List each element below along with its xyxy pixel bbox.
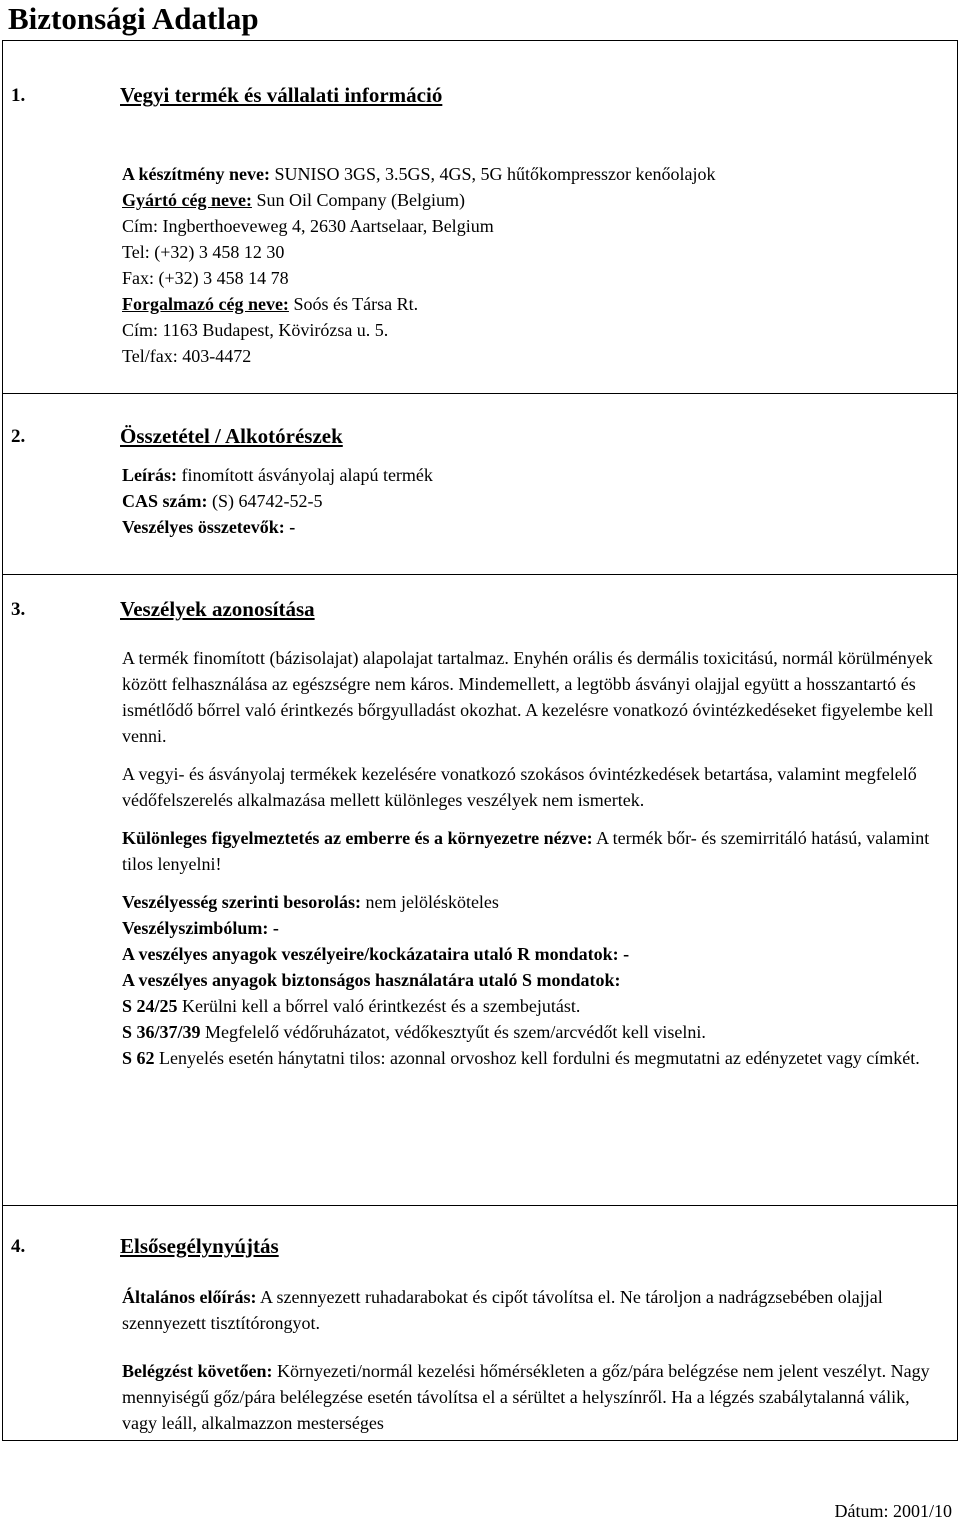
cas-line: CAS szám: (S) 64742-52-5 — [122, 491, 323, 511]
section-3-body — [122, 645, 947, 1071]
special-warning: Különleges figyelmeztetés az emberre és a környezetre nézve: A termék bőr- és szemirritáló hatású, valamint tilos lenyelni! — [122, 828, 930, 874]
section-4-body — [122, 1284, 947, 1436]
r-phrases-line: A veszélyes anyagok veszélyeire/kockázataira utaló R mondatok: - — [122, 944, 630, 964]
section-3 — [3, 575, 958, 1206]
section-2 — [3, 394, 958, 575]
s-phrase-3: S 62 Lenyelés esetén hánytatni tilos: azonnal orvoshoz kell fordulni és megmutatni az edényzetet vagy címkét. — [122, 1048, 920, 1068]
maker-address: Cím: Ingberthoeveweg 4, 2630 Aartselaar, Belgium — [122, 216, 494, 236]
inhalation-instruction: Belégzést követően: Környezeti/normál kezelési hőmérsékleten a gőz/pára belégzése nem jelent veszélyt. Nagy mennyiségű gőz/pára belélegzése esetén távolítsa el a sérültet a helyszínről. Ha a légzés szabálytalanná válik, vagy leáll, alkalmazzon mesterséges — [122, 1361, 930, 1433]
section-number: 4. — [11, 1236, 26, 1257]
sections-table — [2, 40, 958, 1441]
section-number: 2. — [11, 426, 26, 447]
symbol-line: Veszélyszimbólum: - — [122, 918, 279, 938]
classification-line: Veszélyesség szerinti besorolás: nem jelölésköteles — [122, 892, 499, 912]
footer-date: Dátum: 2001/10 — [834, 1501, 952, 1521]
section-2-body — [122, 462, 947, 540]
hazard-paragraph-1: A termék finomított (bázisolajat) alapolajat tartalmaz. Enyhén orális és dermális toxicitású, normál körülmények között felhasználása az egészségre nem káros. Mindemellett, a legtöbb ásványi olajjal együtt a hosszantartó és ismétlődő bőrrel való érintkezés bőrgyulladást okozhat. A kezelésre vonatkozó óvintézkedéseket figyelembe kell venni. — [122, 648, 934, 746]
document-title: Biztonsági Adatlap — [8, 1, 259, 36]
product-name-line: A készítmény neve: SUNISO 3GS, 3.5GS, 4GS, 5G hűtőkompresszor kenőolajok — [122, 164, 716, 184]
distributor-tel: Tel/fax: 403-4472 — [122, 346, 252, 366]
s-phrase-1: S 24/25 Kerülni kell a bőrrel való érintkezést és a szembejutást. — [122, 996, 581, 1016]
section-heading: Vegyi termék és vállalati információ — [120, 83, 443, 107]
maker-tel: Tel: (+32) 3 458 12 30 — [122, 242, 285, 262]
section-4 — [3, 1206, 958, 1441]
maker-line: Gyártó cég neve: Sun Oil Company (Belgium) — [122, 190, 465, 210]
section-number: 3. — [11, 599, 26, 620]
hazard-paragraph-2: A vegyi- és ásványolaj termékek kezelésére vonatkozó szokásos óvintézkedések betartása, valamint megfelelő védőfelszerelés alkalmazása mellett különleges veszélyek nem ismertek. — [122, 764, 917, 810]
section-heading: Összetétel / Alkotórészek — [120, 424, 343, 448]
distributor-line: Forgalmazó cég neve: Soós és Társa Rt. — [122, 294, 419, 314]
s-phrases-line: A veszélyes anyagok biztonságos használatára utaló S mondatok: — [122, 970, 621, 990]
general-instruction: Általános előírás: A szennyezett ruhadarabokat és cipőt távolítsa el. Ne tároljon a nadrágzsebében olajjal szennyezett tisztítórongyot. — [122, 1287, 883, 1333]
section-heading: Elsősegélynyújtás — [120, 1234, 279, 1258]
section-1 — [3, 41, 958, 394]
s-phrase-2: S 36/37/39 Megfelelő védőruházatot, védőkesztyűt és szem/arcvédőt kell viselni. — [122, 1022, 706, 1042]
section-1-body — [122, 161, 947, 369]
maker-fax: Fax: (+32) 3 458 14 78 — [122, 268, 289, 288]
section-heading: Veszélyek azonosítása — [120, 597, 315, 621]
description-line: Leírás: finomított ásványolaj alapú termék — [122, 465, 433, 485]
hazardous-components: Veszélyes összetevők: - — [122, 517, 296, 537]
section-number: 1. — [11, 85, 26, 106]
distributor-address: Cím: 1163 Budapest, Kövirózsa u. 5. — [122, 320, 389, 340]
